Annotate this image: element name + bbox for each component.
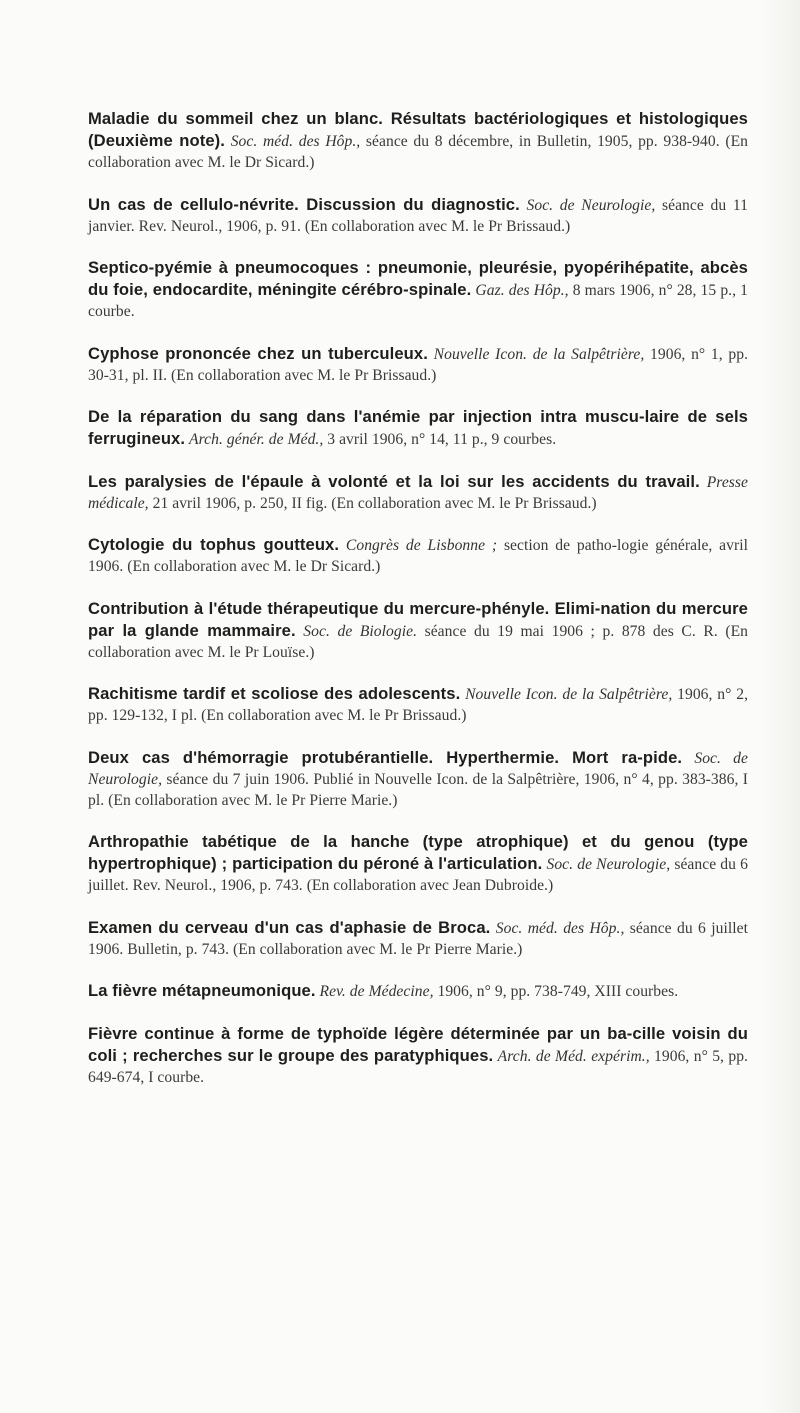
- entry-title: Deux cas d'hémorragie protubérantielle. Hyperthermie. Mort ra-pide.: [88, 747, 683, 767]
- entry-details: séance du 6 juillet 1906. Bulletin, p. 743. (En collaboration avec M. le Pr Pierre Marie.): [88, 919, 749, 958]
- entry-title: Septico-pyémie à pneumocoques : pneumonie, pleurésie, pyopérihépatite, abcès du foie, endocardite, méningite cérébro-spinale.: [88, 258, 748, 299]
- entry-source: Arch. de Méd. expérim.,: [497, 1047, 650, 1065]
- entry-details: 21 avril 1906, p. 250, II fig. (En collaboration avec M. le Pr Brissaud.): [152, 494, 597, 512]
- entry-source: Congrès de Lisbonne ;: [345, 537, 498, 554]
- bibliography-page: [88, 108, 748, 1108]
- entry-details: 8 mars 1906, n° 28, 15 p., 1 courbe.: [88, 282, 748, 320]
- entry-details: 1906, n° 1, pp. 30-31, pl. II. (En collaboration avec M. le Pr Brissaud.): [88, 345, 749, 384]
- bibliography-entry: [88, 917, 748, 960]
- entry-title: La fièvre métapneumonique.: [88, 981, 316, 1000]
- entry-source: Presse médicale,: [88, 473, 748, 512]
- entry-details: 3 avril 1906, n° 14, 11 p., 9 courbes.: [327, 431, 557, 448]
- entry-title: Cyphose prononcée chez un tuberculeux.: [88, 343, 428, 363]
- entry-source: Arch. génér. de Méd.,: [189, 431, 324, 448]
- entry-source: Nouvelle Icon. de la Salpêtrière,: [433, 345, 645, 363]
- entry-title: Maladie du sommeil chez un blanc. Résultats bactériologiques et histologiques (Deuxième note).: [88, 109, 748, 150]
- entry-details: séance du 11 janvier. Rev. Neurol., 1906, p. 91. (En collaboration avec M. le Pr Brissaud.): [88, 196, 748, 235]
- entry-title: Examen du cerveau d'un cas d'aphasie de Broca.: [88, 917, 491, 937]
- entry-details: 1906, n° 9, pp. 738-749, XIII courbes.: [437, 983, 679, 1000]
- entry-title: De la réparation du sang dans l'anémie par injection intra muscu-laire de sels ferrugineux.: [88, 407, 748, 448]
- entry-title: Cytologie du tophus goutteux.: [88, 535, 340, 554]
- entry-details: séance du 7 juin 1906. Publié in Nouvelle Icon. de la Salpêtrière, 1906, n° 4, pp. 383-386, I pl. (En collaboration avec M. le Pr Pierre Marie.): [88, 770, 748, 809]
- entry-source: Gaz. des Hôp.,: [475, 282, 569, 299]
- entry-details: séance du 19 mai 1906 ; p. 878 des C. R. (En collaboration avec M. le Pr Louïse.): [88, 622, 748, 661]
- entry-source: Rev. de Médecine,: [319, 983, 434, 1000]
- bibliography-entry: [88, 831, 748, 896]
- bibliography-entry: [88, 194, 748, 237]
- entry-details: section de patho-logie générale, avril 1906. (En collaboration avec M. le Dr Sicard.): [88, 537, 748, 575]
- entry-source: Soc. de Neurologie,: [546, 856, 671, 873]
- bibliography-entry: [88, 257, 748, 322]
- entry-title: Les paralysies de l'épaule à volonté et la loi sur les accidents du travail.: [88, 471, 700, 491]
- entry-details: 1906, n° 5, pp. 649-674, I courbe.: [88, 1047, 748, 1086]
- bibliography-entry: [88, 747, 748, 811]
- bibliography-entry: [88, 108, 748, 173]
- entry-title: Contribution à l'étude thérapeutique du mercure-phényle. Elimi-nation du mercure par la glande mammaire.: [88, 598, 748, 640]
- bibliography-entry: [88, 683, 748, 726]
- entry-source: Soc. de Neurologie,: [526, 196, 656, 214]
- entry-details: 1906, n° 2, pp. 129-132, I pl. (En collaboration avec M. le Pr Brissaud.): [88, 686, 749, 724]
- entry-title: Arthropathie tabétique de la hanche (type atrophique) et du genou (type hypertrophique) ; participation du péroné à l'articulation.: [88, 832, 748, 873]
- bibliography-entry: [88, 534, 748, 577]
- bibliography-entry: [88, 980, 748, 1002]
- entry-source: Soc. de Biologie.: [303, 622, 418, 640]
- entry-title: Fièvre continue à forme de typhoïde légère déterminée par un ba-cille voisin du coli ; recherches sur le groupe des paratyphiques.: [88, 1023, 748, 1065]
- entry-source: Soc. de Neurologie,: [88, 749, 749, 788]
- entry-title: Un cas de cellulo-névrite. Discussion du diagnostic.: [88, 194, 520, 214]
- entry-source: Soc. méd. des Hôp.,: [230, 133, 361, 150]
- bibliography-entry: [88, 406, 748, 450]
- entry-source: Nouvelle Icon. de la Salpêtrière,: [465, 686, 673, 703]
- bibliography-entry: [88, 471, 748, 514]
- bibliography-entry: [88, 1023, 748, 1088]
- bibliography-entry: [88, 343, 748, 386]
- entry-title: Rachitisme tardif et scoliose des adolescents.: [88, 684, 461, 703]
- entry-source: Soc. méd. des Hôp.,: [495, 919, 625, 937]
- bibliography-entry: [88, 598, 748, 663]
- entry-details: séance du 8 décembre, in Bulletin, 1905, pp. 938-940. (En collaboration avec M. le Dr Sicard.): [88, 133, 748, 171]
- page-edge-shadow: [762, 0, 800, 1413]
- entry-details: séance du 6 juillet. Rev. Neurol., 1906, p. 743. (En collaboration avec Jean Dubroide.): [88, 856, 748, 894]
